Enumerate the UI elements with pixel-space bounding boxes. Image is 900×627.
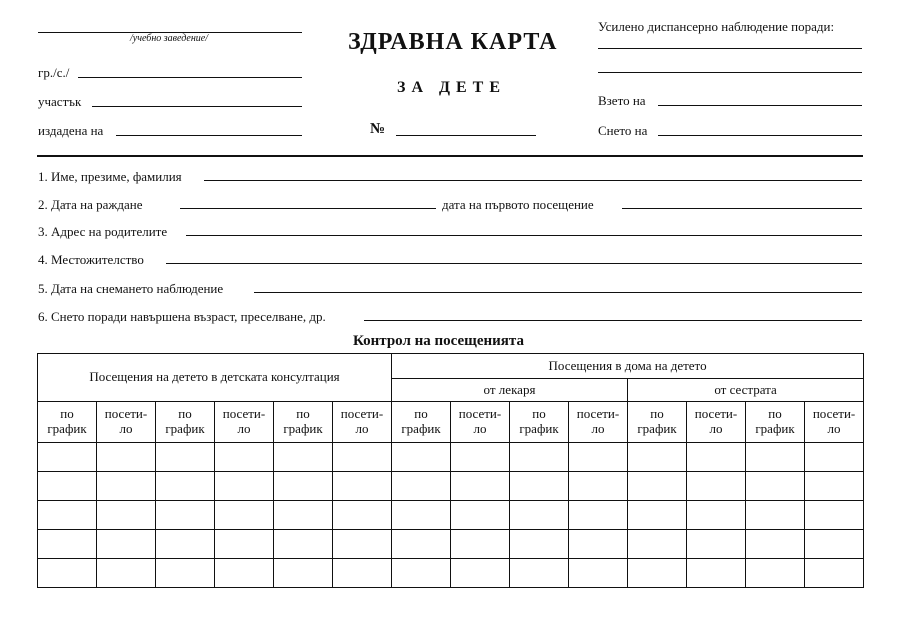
enhanced-label: Усилено диспансерно наблюдение поради: xyxy=(598,19,835,34)
scheduled-header: по график xyxy=(392,402,451,443)
table-cell[interactable] xyxy=(805,443,864,472)
visits-table xyxy=(37,353,864,588)
table-cell[interactable] xyxy=(156,559,215,588)
first-visit-label: дата на първото посещение xyxy=(442,197,594,212)
visited-header: посети- ло xyxy=(805,402,864,443)
consultation-group-header: Посещения на детето в детската консултация xyxy=(38,354,392,402)
table-cell[interactable] xyxy=(156,472,215,501)
table-cell[interactable] xyxy=(569,559,628,588)
visited-header: посети- ло xyxy=(451,402,510,443)
table-cell[interactable] xyxy=(687,501,746,530)
table-cell[interactable] xyxy=(451,530,510,559)
issued-label: издадена на xyxy=(38,123,104,138)
table-cell[interactable] xyxy=(156,530,215,559)
table-cell[interactable] xyxy=(38,559,97,588)
district-label: участък xyxy=(38,94,82,109)
table-row xyxy=(38,559,864,588)
number-line[interactable] xyxy=(396,135,536,136)
table-cell[interactable] xyxy=(274,559,333,588)
table-cell[interactable] xyxy=(333,501,392,530)
table-cell[interactable] xyxy=(215,501,274,530)
table-cell[interactable] xyxy=(687,559,746,588)
table-cell[interactable] xyxy=(628,559,687,588)
scheduled-header: по график xyxy=(628,402,687,443)
table-cell[interactable] xyxy=(333,472,392,501)
header-divider xyxy=(37,155,863,157)
table-cell[interactable] xyxy=(746,501,805,530)
table-cell[interactable] xyxy=(510,501,569,530)
table-cell[interactable] xyxy=(569,443,628,472)
visited-header: посети- ло xyxy=(569,402,628,443)
table-cell[interactable] xyxy=(687,530,746,559)
table-cell[interactable] xyxy=(38,472,97,501)
table-row xyxy=(38,530,864,559)
table-row xyxy=(38,443,864,472)
field-address-line[interactable] xyxy=(186,235,862,236)
visited-header: посети- ло xyxy=(215,402,274,443)
table-cell[interactable] xyxy=(215,559,274,588)
city-label: гр./с./ xyxy=(38,65,70,80)
field-address-label: 3. Адрес на родителите xyxy=(38,224,168,239)
table-cell[interactable] xyxy=(451,559,510,588)
field-reason-line[interactable] xyxy=(364,320,862,321)
table-cell[interactable] xyxy=(510,530,569,559)
field-removal-date-line[interactable] xyxy=(254,292,862,293)
column-header-row xyxy=(38,402,864,443)
scheduled-header: по график xyxy=(38,402,97,443)
table-cell[interactable] xyxy=(569,501,628,530)
enhanced-line-1[interactable] xyxy=(598,48,862,49)
removed-line[interactable] xyxy=(658,135,862,136)
table-cell[interactable] xyxy=(687,443,746,472)
table-cell[interactable] xyxy=(746,472,805,501)
nurse-header: от сестрата xyxy=(628,379,864,402)
visited-header: посети- ло xyxy=(97,402,156,443)
visited-header: посети- ло xyxy=(687,402,746,443)
table-cell[interactable] xyxy=(510,443,569,472)
field-reason-label: 6. Снето поради навършена възраст, преселване, др. xyxy=(38,309,326,324)
table-cell[interactable] xyxy=(451,443,510,472)
table-cell[interactable] xyxy=(38,501,97,530)
issued-line[interactable] xyxy=(116,135,302,136)
table-row xyxy=(38,501,864,530)
scheduled-header: по график xyxy=(274,402,333,443)
table-cell[interactable] xyxy=(569,472,628,501)
table-cell[interactable] xyxy=(274,530,333,559)
table-cell[interactable] xyxy=(805,501,864,530)
table-cell[interactable] xyxy=(746,559,805,588)
table-cell[interactable] xyxy=(569,530,628,559)
field-residence-line[interactable] xyxy=(166,263,862,264)
table-cell[interactable] xyxy=(392,443,451,472)
table-cell[interactable] xyxy=(687,472,746,501)
table-cell[interactable] xyxy=(392,559,451,588)
table-cell[interactable] xyxy=(97,559,156,588)
home-group-header: Посещения в дома на детето xyxy=(392,354,864,379)
table-row xyxy=(38,472,864,501)
taken-line[interactable] xyxy=(658,105,862,106)
page-title: ЗДРАВНА КАРТА xyxy=(348,29,558,55)
number-label: № xyxy=(370,121,386,137)
table-cell[interactable] xyxy=(97,472,156,501)
scheduled-header: по график xyxy=(746,402,805,443)
doctor-header: от лекаря xyxy=(392,379,628,402)
table-cell[interactable] xyxy=(38,530,97,559)
field-birth-line[interactable] xyxy=(180,208,436,209)
page-subtitle: ЗА ДЕТЕ xyxy=(397,79,507,96)
first-visit-line[interactable] xyxy=(622,208,862,209)
table-cell[interactable] xyxy=(805,472,864,501)
visits-table-title: Контрол на посещенията xyxy=(353,333,524,349)
field-residence-label: 4. Местожителство xyxy=(38,252,144,267)
table-cell[interactable] xyxy=(97,443,156,472)
table-cell[interactable] xyxy=(215,530,274,559)
scheduled-header: по график xyxy=(156,402,215,443)
district-line[interactable] xyxy=(92,106,302,107)
city-line[interactable] xyxy=(78,77,302,78)
table-cell[interactable] xyxy=(274,472,333,501)
table-cell[interactable] xyxy=(392,472,451,501)
field-name-line[interactable] xyxy=(204,180,862,181)
field-birth-label: 2. Дата на раждане xyxy=(38,197,143,212)
table-cell[interactable] xyxy=(451,501,510,530)
table-cell[interactable] xyxy=(156,501,215,530)
table-cell[interactable] xyxy=(333,443,392,472)
table-cell[interactable] xyxy=(392,501,451,530)
table-cell[interactable] xyxy=(215,443,274,472)
table-cell[interactable] xyxy=(805,530,864,559)
field-removal-date-label: 5. Дата на снемането наблюдение xyxy=(38,281,224,296)
field-name-label: 1. Име, презиме, фамилия xyxy=(38,169,182,184)
table-cell[interactable] xyxy=(805,559,864,588)
institution-caption: /учебно заведение/ xyxy=(130,33,209,44)
table-cell[interactable] xyxy=(746,530,805,559)
taken-label: Взето на xyxy=(598,93,646,108)
enhanced-line-2[interactable] xyxy=(598,72,862,73)
table-cell[interactable] xyxy=(274,501,333,530)
visited-header: посети- ло xyxy=(333,402,392,443)
table-cell[interactable] xyxy=(510,472,569,501)
table-cell[interactable] xyxy=(38,443,97,472)
table-cell[interactable] xyxy=(628,530,687,559)
removed-label: Снето на xyxy=(598,123,648,138)
table-cell[interactable] xyxy=(510,559,569,588)
table-cell[interactable] xyxy=(333,559,392,588)
table-cell[interactable] xyxy=(628,501,687,530)
table-cell[interactable] xyxy=(451,472,510,501)
table-cell[interactable] xyxy=(274,443,333,472)
table-cell[interactable] xyxy=(156,443,215,472)
table-cell[interactable] xyxy=(746,443,805,472)
table-cell[interactable] xyxy=(97,501,156,530)
table-cell[interactable] xyxy=(97,530,156,559)
table-cell[interactable] xyxy=(628,443,687,472)
table-cell[interactable] xyxy=(628,472,687,501)
scheduled-header: по график xyxy=(510,402,569,443)
table-cell[interactable] xyxy=(215,472,274,501)
table-cell[interactable] xyxy=(333,530,392,559)
table-cell[interactable] xyxy=(392,530,451,559)
